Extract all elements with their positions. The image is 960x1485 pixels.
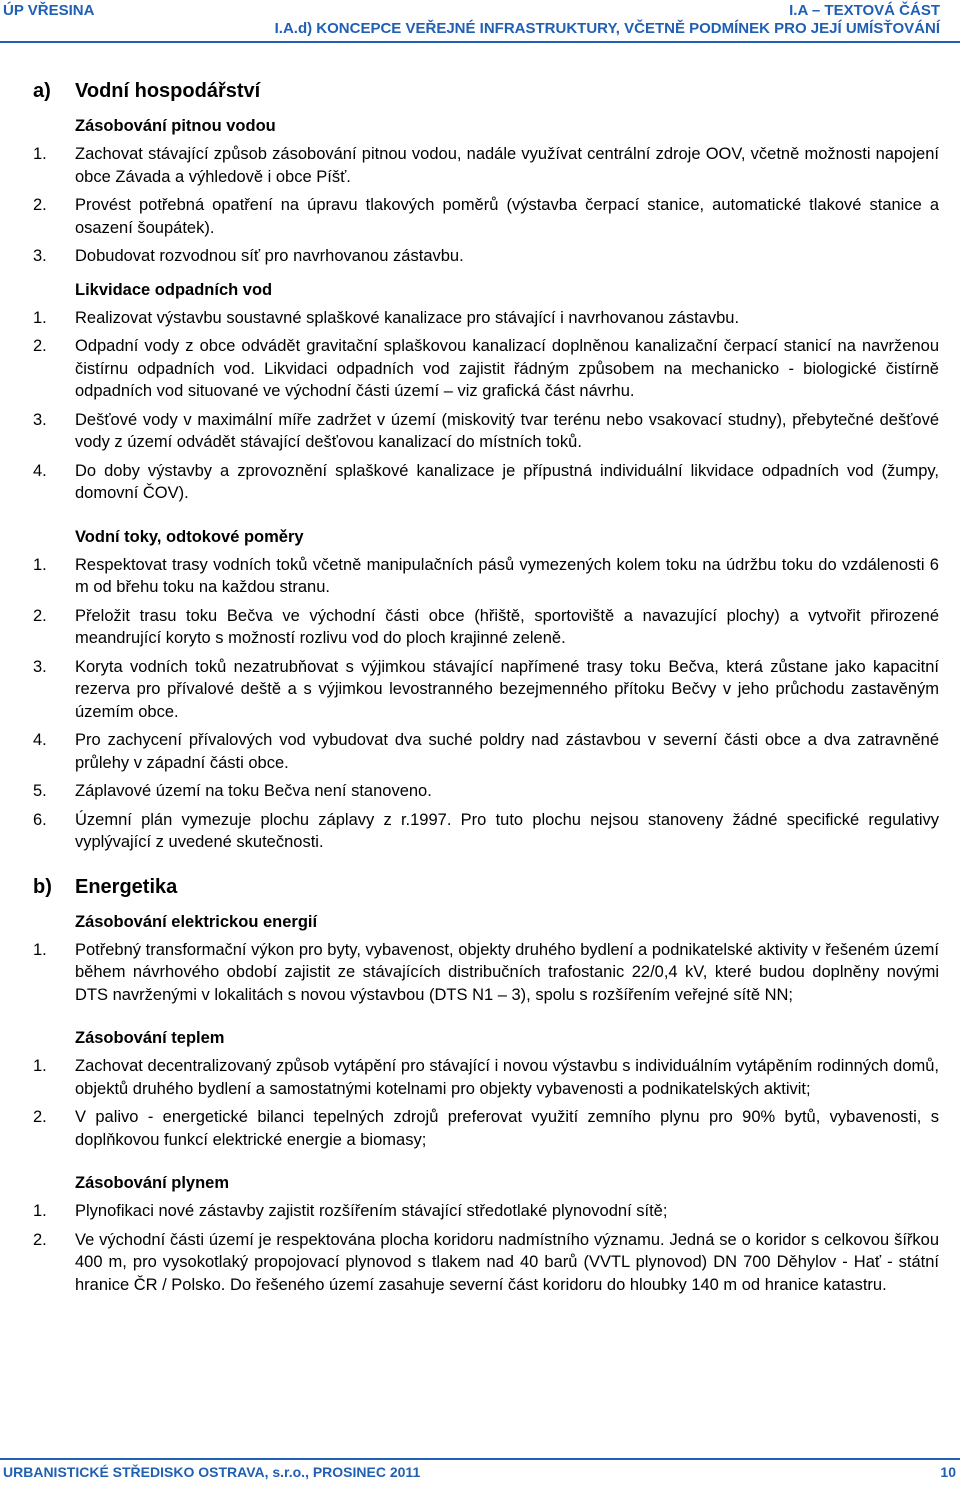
list-item	[0, 335, 960, 403]
section-letter: a)	[33, 80, 51, 102]
item-number: 2.	[33, 337, 47, 355]
item-number: 2.	[33, 1230, 47, 1249]
list-item	[0, 729, 960, 774]
item-number: 6.	[33, 810, 47, 829]
subsection-title: Zásobování elektrickou energií	[75, 912, 318, 931]
list-item	[0, 656, 960, 724]
subsection-title: Zásobování pitnou vodou	[75, 117, 276, 135]
list-item	[0, 1229, 960, 1297]
item-text: Územní plán vymezuje plochu záplavy z r.1997. Pro tuto plochu nejsou stanoveny žádné specifické regulativy vyplývající z uvedené skutečnosti.	[75, 810, 939, 851]
item-text: Potřebný transformační výkon pro byty, vybavenost, objekty druhého bydlení a podnikatelské aktivity v řešeném území během návrhového období zajistit ze stávajících distribučních trafostanic 22/0,4 kV, které budou doplněny novými DTS navrženými v lokalitách s novou výstavbou (DTS N1 – 3), spolu s rozšířením veřejné sítě NN;	[75, 940, 939, 1004]
item-text: Provést potřebná opatření na úpravu tlakových poměrů (výstavba čerpací stanice, automatické tlakové stanice a osazení šoupátek).	[75, 196, 939, 237]
item-number: 3.	[33, 247, 47, 265]
item-text: Záplavové území na toku Bečva není stanoveno.	[75, 782, 432, 800]
item-text: Do doby výstavby a zprovoznění splaškové kanalizace je přípustná individuální likvidace odpadních vod (žumpy, domovní ČOV).	[75, 461, 939, 502]
document-body	[0, 78, 960, 1296]
section-title: Energetika	[75, 875, 178, 898]
item-text: Dešťové vody v maximální míře zadržet v území (miskovitý tvar terénu nebo vsakovací studny), přebytečné dešťové vody z území odvádět stávající dešťovou kanalizací do místních toků.	[75, 410, 939, 451]
page-header	[0, 0, 960, 42]
item-number: 4.	[33, 461, 47, 480]
item-text: Zachovat decentralizovaný způsob vytápění pro stávající i novou výstavbu s individuálním vytápěním rodinných domů, objektů druhého bydlení a samostatnými kotelnami pro objekty vybavenosti a podnikatelských aktivit;	[75, 1057, 939, 1098]
section-title: Vodní hospodářství	[75, 80, 261, 102]
item-number: 2.	[33, 606, 47, 625]
item-number: 4.	[33, 731, 47, 749]
item-text: Koryta vodních toků nezatrubňovat s výjimkou stávající napřímené trasy toku Bečva, která zůstane jako kapacitní rezerva pro přívalové deště a s výjimkou levostranného bezejmenného přítoku Bečvy v jeho průchodu zastavěným územím obce.	[75, 657, 939, 721]
item-text: Ve východní části území je respektována plocha koridoru nadmístního významu. Jedná se o koridor s celkovou šířkou 400 m, pro vysokotlaký propojovací plynovod s tlakem nad 40 barů (VVTL plynovod) DN 700 Děhylov - Hať - státní hranice ČR / Polsko. Do řešeného území zasahuje severní část koridoru do hloubky 140 m od hranice katastru.	[75, 1230, 939, 1294]
header-project-name: ÚP VŘESINA	[3, 2, 95, 19]
list-item	[0, 809, 960, 854]
list-item	[0, 143, 960, 188]
footer-organization: URBANISTICKÉ STŘEDISKO OSTRAVA, s.r.o., PROSINEC 2011	[3, 1464, 421, 1480]
item-text: Respektovat trasy vodních toků včetně manipulačních pásů vymezených kolem toku na údržbu toku do vzdálenosti 6 m od břehu toku na každou stranu.	[75, 555, 939, 596]
section-heading	[0, 78, 960, 110]
list-item	[0, 939, 960, 1007]
list-item	[0, 460, 960, 505]
item-number: 1.	[33, 1057, 47, 1075]
item-number: 1.	[33, 145, 47, 163]
item-text: Přeložit trasu toku Bečva ve východní části obce (hřiště, sportoviště a navazující plochy) a vytvořit přirozené meandrující koryto s možností rozlivu vod do ploch krajinné zeleně.	[75, 606, 939, 647]
subsection-title: Likvidace odpadních vod	[75, 280, 273, 299]
item-number: 3.	[33, 657, 47, 676]
subsection-title: Zásobování teplem	[75, 1029, 225, 1047]
list-item	[0, 194, 960, 239]
item-number: 2.	[33, 1108, 47, 1126]
header-chapter-title: I.A.d) KONCEPCE VEŘEJNÉ INFRASTRUKTURY, VČETNĚ PODMÍNEK PRO JEJÍ UMÍSŤOVÁNÍ	[274, 20, 940, 37]
item-text: Plynofikaci nové zástavby zajistit rozšířením stávající středotlaké plynovodní sítě;	[75, 1202, 668, 1220]
item-number: 3.	[33, 410, 47, 429]
item-number: 5.	[33, 782, 47, 800]
list-item	[0, 554, 960, 599]
footer-divider	[0, 1458, 960, 1460]
item-text: Dobudovat rozvodnou síť pro navrhovanou zástavbu.	[75, 247, 464, 265]
item-text: Pro zachycení přívalových vod vybudovat dva suché poldry nad zástavbou v severní části obce a dva zatravněné průlehy v západní části obce.	[75, 731, 939, 772]
item-number: 2.	[33, 196, 47, 214]
item-text: Realizovat výstavbu soustavné splaškové kanalizace pro stávající i navrhovanou zástavbu.	[75, 308, 740, 327]
item-text: V palivo - energetické bilanci tepelných zdrojů preferovat využití zemního plynu pro 90% bytů, vybavenosti, s doplňkovou funkcí elektrické energie a biomasy;	[75, 1108, 939, 1149]
header-divider	[0, 41, 960, 43]
item-number: 1.	[33, 308, 47, 327]
header-part-title: I.A – TEXTOVÁ ČÁST	[789, 2, 940, 19]
list-item	[0, 245, 960, 268]
list-item	[0, 409, 960, 454]
item-number: 1.	[33, 555, 47, 574]
subsection-title: Vodní toky, odtokové poměry	[75, 527, 304, 546]
item-text: Odpadní vody z obce odvádět gravitační splaškovou kanalizací doplněnou kanalizační čerpací stanicí na navrženou čistírnu odpadních vod. Likvidaci odpadních vod zajistit řádným způsobem na mechanicko - biologické čistírně odpadních vod situované ve východní části území – viz grafická část návrhu.	[75, 337, 939, 400]
page-number: 10	[940, 1464, 956, 1480]
item-text: Zachovat stávající způsob zásobování pitnou vodou, nadále využívat centrální zdroje OOV, včetně možnosti napojení obce Závada a výhledově i obce Píšť.	[75, 145, 939, 186]
list-item	[0, 1055, 960, 1100]
section-letter: b)	[33, 875, 52, 898]
list-item	[0, 307, 960, 330]
list-item	[0, 1200, 960, 1223]
item-number: 1.	[33, 940, 47, 959]
section-heading	[0, 874, 960, 906]
subsection-title: Zásobování plynem	[75, 1174, 230, 1192]
item-number: 1.	[33, 1202, 47, 1220]
list-item	[0, 605, 960, 650]
list-item	[0, 780, 960, 803]
list-item	[0, 1106, 960, 1151]
